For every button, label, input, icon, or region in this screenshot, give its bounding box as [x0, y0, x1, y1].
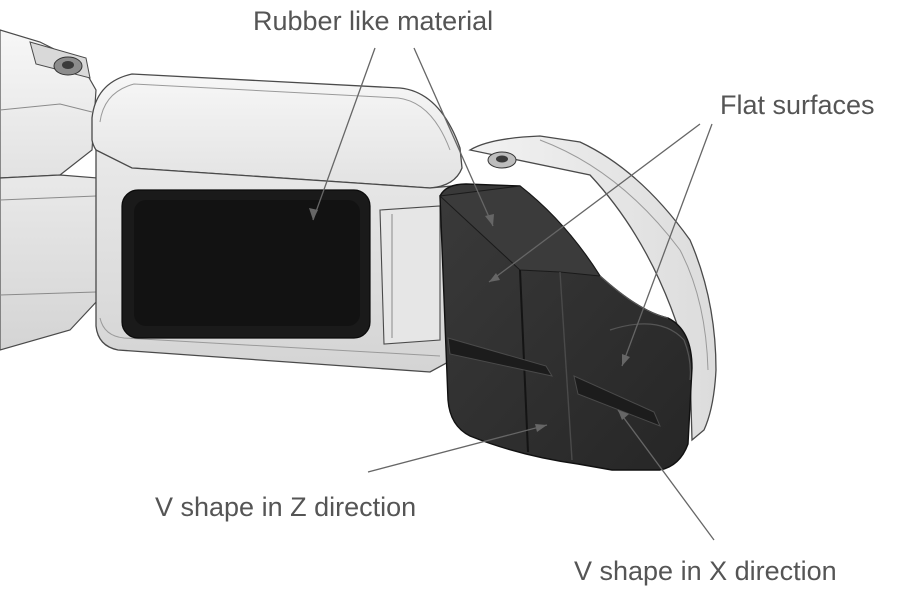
- label-v-shape-x: V shape in X direction: [574, 556, 837, 586]
- label-flat-surfaces: Flat surfaces: [720, 90, 875, 120]
- screw-head-left: [54, 57, 82, 75]
- label-v-shape-z: V shape in Z direction: [155, 492, 417, 522]
- screw-head-right: [488, 152, 516, 168]
- rubber-pad: [122, 190, 370, 338]
- label-rubber-material: Rubber like material: [253, 6, 494, 36]
- left-arm-segment: [0, 30, 98, 350]
